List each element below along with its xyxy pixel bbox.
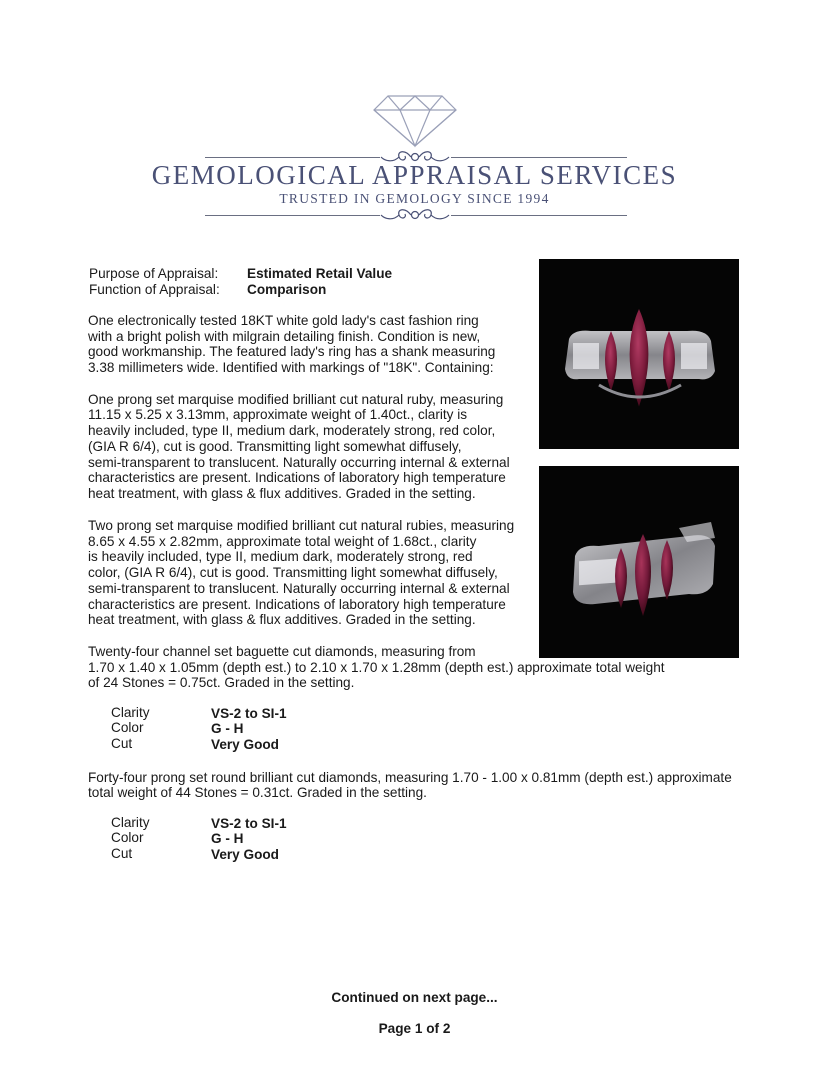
company-tagline: TRUSTED IN GEMOLOGY SINCE 1994 xyxy=(279,191,550,206)
spec-cut-label: Cut xyxy=(111,736,133,751)
spec-cut-value: Very Good xyxy=(211,847,279,862)
intro-line: with a bright polish with milgrain detailing finish. Condition is new, xyxy=(88,329,481,344)
ruby-center-line: (GIA R 6/4), cut is good. Transmitting light somewhat diffusely, xyxy=(88,439,462,454)
header-rule-bottom-right xyxy=(451,215,627,216)
ruby-side-line: is heavily included, type II, medium dark, moderately strong, red xyxy=(88,549,473,564)
ruby-side-line: Two prong set marquise modified brilliant cut natural rubies, measuring xyxy=(88,518,515,533)
ruby-side-line: characteristics are present. Indications of laboratory high temperature xyxy=(88,597,506,612)
rounds-line: total weight of 44 Stones = 0.31ct. Graded in the setting. xyxy=(88,785,427,800)
spec-color-value: G - H xyxy=(211,721,244,736)
spec-cut-label: Cut xyxy=(111,846,133,861)
ornament-flourish-bottom xyxy=(379,205,451,225)
ruby-center-line: 11.15 x 5.25 x 3.13mm, approximate weight of 1.40ct., clarity is xyxy=(88,407,468,422)
diamond-outline-icon xyxy=(372,92,458,148)
ruby-side-line: color, (GIA R 6/4), cut is good. Transmitting light somewhat diffusely, xyxy=(88,565,498,580)
baguette-line: Twenty-four channel set baguette cut diamonds, measuring from xyxy=(88,644,476,659)
purpose-value: Estimated Retail Value xyxy=(247,266,393,281)
page-number: Page 1 of 2 xyxy=(378,1021,451,1036)
spec-clarity-label: Clarity xyxy=(111,705,150,720)
header-rule-top-left xyxy=(205,157,380,158)
baguette-line: 1.70 x 1.40 x 1.05mm (depth est.) to 2.10 x 1.70 x 1.28mm (depth est.) approximate total weight xyxy=(88,660,665,675)
spec-color-value: G - H xyxy=(211,831,244,846)
spec-clarity-value: VS-2 to SI-1 xyxy=(211,706,287,721)
intro-line: 3.38 millimeters wide. Identified with markings of "18K". Containing: xyxy=(88,360,494,375)
ruby-center-line: semi-transparent to translucent. Naturally occurring internal & external xyxy=(88,455,510,470)
spec-clarity-label: Clarity xyxy=(111,815,150,830)
ruby-center-line: heat treatment, with glass & flux additives. Graded in the setting. xyxy=(88,486,476,501)
header-rule-bottom-left xyxy=(205,215,380,216)
ruby-center-line: One prong set marquise modified brilliant cut natural ruby, measuring xyxy=(88,392,504,407)
ring-photo-front xyxy=(539,259,739,449)
ruby-center-line: characteristics are present. Indications of laboratory high temperature xyxy=(88,470,506,485)
ruby-side-line: heat treatment, with glass & flux additives. Graded in the setting. xyxy=(88,612,476,627)
ruby-side-line: 8.65 x 4.55 x 2.82mm, approximate total weight of 1.68ct., clarity xyxy=(88,534,477,549)
ruby-center-line: heavily included, type II, medium dark, moderately strong, red color, xyxy=(88,423,496,438)
baguette-line: of 24 Stones = 0.75ct. Graded in the setting. xyxy=(88,675,355,690)
company-name: GEMOLOGICAL APPRAISAL SERVICES xyxy=(151,160,678,190)
header-rule-top-right xyxy=(451,157,627,158)
purpose-label: Purpose of Appraisal: xyxy=(89,266,219,281)
spec-clarity-value: VS-2 to SI-1 xyxy=(211,816,287,831)
function-value: Comparison xyxy=(247,282,327,297)
function-label: Function of Appraisal: xyxy=(89,282,220,297)
spec-color-label: Color xyxy=(111,830,144,845)
ring-illustration-angled xyxy=(539,466,739,658)
spec-cut-value: Very Good xyxy=(211,737,279,752)
rounds-line: Forty-four prong set round brilliant cut diamonds, measuring 1.70 - 1.00 x 0.81mm (depth est.) approximate xyxy=(88,770,732,785)
continued-note: Continued on next page... xyxy=(331,990,498,1005)
ring-photo-angled xyxy=(539,466,739,658)
intro-line: good workmanship. The featured lady's ring has a shank measuring xyxy=(88,344,496,359)
ruby-side-line: semi-transparent to translucent. Naturally occurring internal & external xyxy=(88,581,510,596)
spec-color-label: Color xyxy=(111,720,144,735)
intro-line: One electronically tested 18KT white gold lady's cast fashion ring xyxy=(88,313,479,328)
ring-illustration-front xyxy=(539,259,739,449)
